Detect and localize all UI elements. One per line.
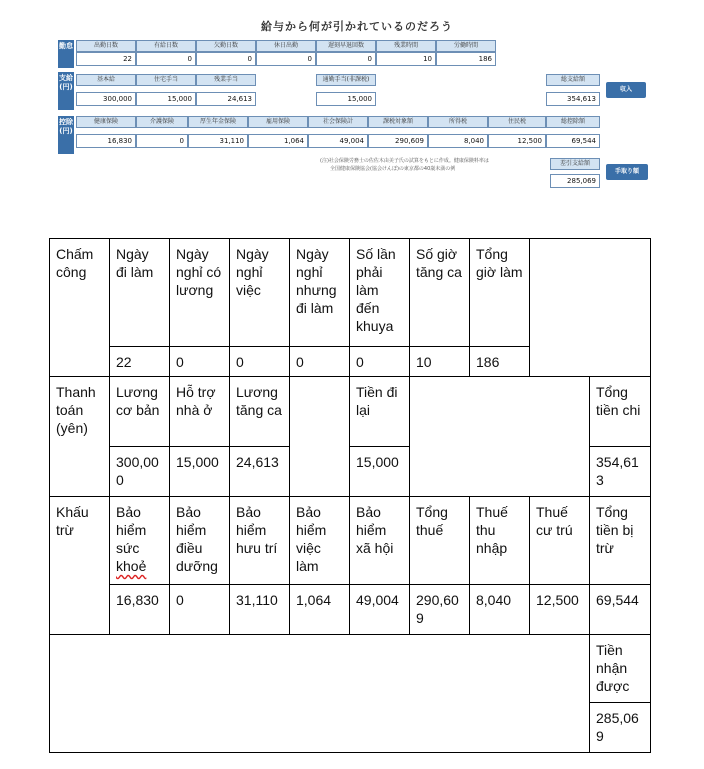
att-header-total-hours: Tổng giờ làm [470, 239, 530, 347]
takehome-tag: 手取り額 [606, 164, 648, 180]
ded-value-income-tax: 8,040 [470, 585, 530, 635]
jp-note-line2: 全国健康保険協会(協会けんぽ)の東京都の40歳未満の例 [330, 166, 456, 172]
ded-value-social: 49,004 [350, 585, 410, 635]
ded-value-taxable: 290,609 [410, 585, 470, 635]
att-value-late-count: 0 [350, 347, 410, 377]
jp-att-v3: 0 [256, 52, 316, 66]
pay-value-housing: 15,000 [170, 447, 230, 497]
jp-pay-h2: 残業手当 [196, 74, 256, 86]
pay-tag: 支給(円) [58, 72, 74, 110]
ded-header-employment: Bảo hiểm việc làm [290, 497, 350, 585]
jp-ded-v4: 49,004 [308, 134, 368, 148]
income-tag: 収入 [606, 82, 646, 98]
ded-header-income-tax: Thuế thu nhập [470, 497, 530, 585]
pay-value-total: 354,613 [590, 447, 651, 497]
jp-pay-v1: 15,000 [136, 92, 196, 106]
pay-value-overtime: 24,613 [230, 447, 290, 497]
ded-header-total: Tổng tiền bị trừ [590, 497, 651, 585]
att-value-work-days: 22 [110, 347, 170, 377]
ded-header-taxable: Tổng thuế [410, 497, 470, 585]
jp-pay-v0: 300,000 [76, 92, 136, 106]
jp-net-value: 285,069 [550, 174, 600, 188]
jp-att-h0: 出勤日数 [76, 40, 136, 52]
att-value-absence: 0 [230, 347, 290, 377]
net-value: 285,069 [590, 703, 651, 753]
jp-ded-v7: 12,500 [488, 134, 546, 148]
ded-header-social: Bảo hiểm xã hội [350, 497, 410, 585]
jp-att-v5: 10 [376, 52, 436, 66]
net-header: Tiền nhận được [590, 635, 651, 703]
jp-att-h4: 遅刻早退回数 [316, 40, 376, 52]
pay-empty-1 [290, 377, 350, 497]
jp-ded-h0: 健康保険 [76, 116, 136, 128]
jp-ded-v8: 69,544 [546, 134, 600, 148]
jp-ded-h8: 総控除額 [546, 116, 600, 128]
att-empty [530, 239, 651, 377]
japanese-payslip-image [58, 18, 656, 196]
jp-ded-v5: 290,609 [368, 134, 428, 148]
pay-value-commute: 15,000 [350, 447, 410, 497]
ded-value-pension: 31,110 [230, 585, 290, 635]
jp-ded-h7: 住民税 [488, 116, 546, 128]
pay-header-housing: Hỗ trợ nhà ở [170, 377, 230, 447]
jp-note-line1: (注)社会保険労務士の佐佐木由美子氏の試算をもとに作成。健康保険料率は [320, 158, 489, 164]
ded-value-health: 16,830 [110, 585, 170, 635]
jp-ded-h3: 雇用保険 [248, 116, 308, 128]
jp-att-v0: 22 [76, 52, 136, 66]
pay-header-base: Lương cơ bản [110, 377, 170, 447]
jp-att-h6: 労働時間 [436, 40, 496, 52]
att-value-paid-leave: 0 [170, 347, 230, 377]
att-header-overtime: Số giờ tăng ca [410, 239, 470, 347]
ded-header-health-text: Bảo hiểm sức [116, 504, 147, 556]
jp-att-v1: 0 [136, 52, 196, 66]
deduct-tag: 控除(円) [58, 116, 74, 154]
jp-att-h1: 有給日数 [136, 40, 196, 52]
att-value-total-hours: 186 [470, 347, 530, 377]
ded-value-employment: 1,064 [290, 585, 350, 635]
payment-label: Thanh toán (yên) [50, 377, 110, 497]
att-header-absence: Ngày nghỉ việc [230, 239, 290, 347]
jp-att-v6: 186 [436, 52, 496, 66]
payslip-translation-table [49, 238, 651, 753]
pay-value-base: 300,000 [110, 447, 170, 497]
att-value-holiday-work: 0 [290, 347, 350, 377]
jp-att-v4: 0 [316, 52, 376, 66]
jp-pay-v2: 24,613 [196, 92, 256, 106]
jp-pay-v3: 15,000 [316, 92, 376, 106]
jp-pay-h4: 総支給額 [546, 74, 600, 86]
spellcheck-underline-word: khoẻ [116, 558, 147, 574]
jp-ded-h4: 社会保険計 [308, 116, 368, 128]
att-header-late-count: Số lần phải làm đến khuya [350, 239, 410, 347]
jp-pay-h3: 通勤手当(非課税) [316, 74, 376, 86]
jp-att-h2: 欠勤日数 [196, 40, 256, 52]
pay-header-overtime: Lương tăng ca [230, 377, 290, 447]
att-header-paid-leave: Ngày nghỉ có lương [170, 239, 230, 347]
jp-net-header: 差引支給額 [550, 158, 600, 170]
jp-att-h3: 休日出勤 [256, 40, 316, 52]
ded-value-nursing: 0 [170, 585, 230, 635]
att-value-overtime: 10 [410, 347, 470, 377]
jp-ded-h6: 所得税 [428, 116, 488, 128]
ded-header-pension: Bảo hiểm hưu trí [230, 497, 290, 585]
att-header-work-days: Ngày đi làm [110, 239, 170, 347]
pay-header-commute: Tiền đi lại [350, 377, 410, 447]
jp-pay-h1: 住宅手当 [136, 74, 196, 86]
jp-att-v2: 0 [196, 52, 256, 66]
attendance-tag: 勤怠 [58, 40, 74, 68]
att-header-holiday-work: Ngày nghỉ nhưng đi làm [290, 239, 350, 347]
jp-pay-v4: 354,613 [546, 92, 600, 106]
jp-ded-v2: 31,110 [188, 134, 248, 148]
ded-header-nursing: Bảo hiểm điều dưỡng [170, 497, 230, 585]
jp-ded-h5: 課税対象額 [368, 116, 428, 128]
jp-ded-v1: 0 [136, 134, 188, 148]
ded-header-health [110, 497, 170, 585]
jp-ded-v3: 1,064 [248, 134, 308, 148]
net-empty [50, 635, 590, 753]
jp-att-h5: 残業時間 [376, 40, 436, 52]
jp-ded-v6: 8,040 [428, 134, 488, 148]
ded-header-resident-tax: Thuế cư trú [530, 497, 590, 585]
attendance-label: Chấm công [50, 239, 110, 377]
jp-ded-h2: 厚生年金保険 [188, 116, 248, 128]
jp-ded-h1: 介護保険 [136, 116, 188, 128]
ded-value-total: 69,544 [590, 585, 651, 635]
jp-ded-v0: 16,830 [76, 134, 136, 148]
ded-value-resident-tax: 12,500 [530, 585, 590, 635]
pay-header-total: Tổng tiền chi [590, 377, 651, 447]
deduction-label: Khấu trừ [50, 497, 110, 635]
payslip-title: 給与から何が引かれているのだろう [261, 20, 453, 33]
pay-empty-2 [410, 377, 590, 497]
jp-pay-h0: 基本給 [76, 74, 136, 86]
